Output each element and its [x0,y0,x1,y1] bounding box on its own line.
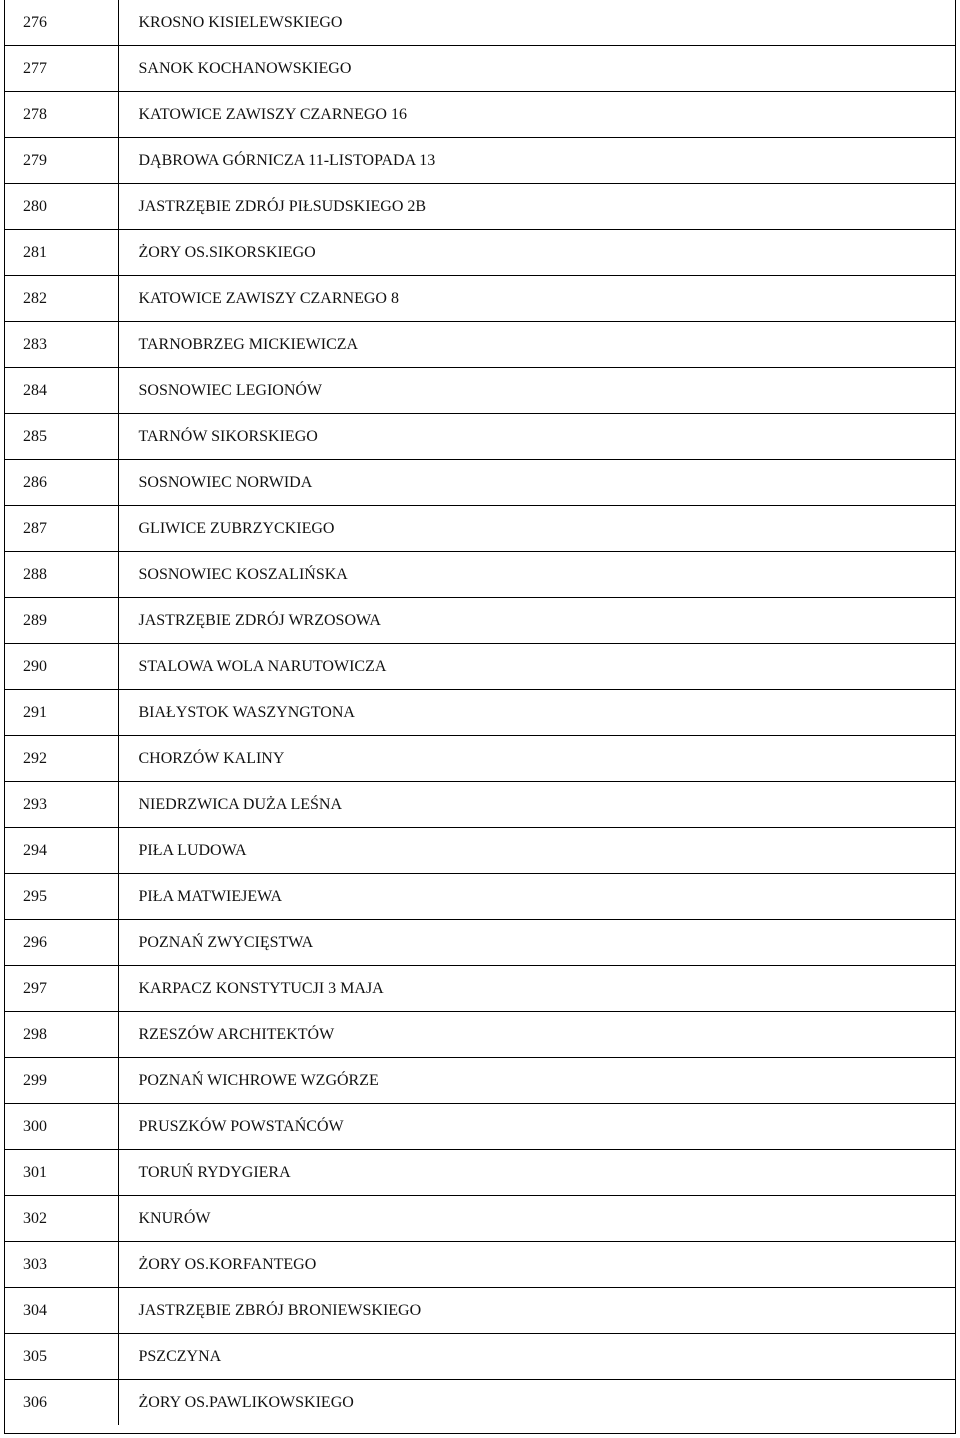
location-name: PIŁA LUDOWA [118,828,955,874]
location-name: JASTRZĘBIE ZDRÓJ WRZOSOWA [118,598,955,644]
table-row [5,230,955,276]
table-row [5,1288,955,1334]
table-row [5,1104,955,1150]
table-row [5,690,955,736]
location-name: CHORZÓW KALINY [118,736,955,782]
location-name: DĄBROWA GÓRNICZA 11-LISTOPADA 13 [118,138,955,184]
location-name: POZNAŃ WICHROWE WZGÓRZE [118,1058,955,1104]
table-row [5,506,955,552]
location-name: SOSNOWIEC KOSZALIŃSKA [118,552,955,598]
row-number: 278 [5,92,118,138]
location-name: RZESZÓW ARCHITEKTÓW [118,1012,955,1058]
table-row [5,966,955,1012]
row-number: 290 [5,644,118,690]
table-row [5,874,955,920]
location-name: TARNÓW SIKORSKIEGO [118,414,955,460]
row-number: 305 [5,1334,118,1380]
location-name: TARNOBRZEG MICKIEWICZA [118,322,955,368]
location-name: PRUSZKÓW POWSTAŃCÓW [118,1104,955,1150]
location-table [5,0,955,1425]
row-number: 287 [5,506,118,552]
row-number: 284 [5,368,118,414]
row-number: 279 [5,138,118,184]
location-name: JASTRZĘBIE ZDRÓJ PIŁSUDSKIEGO 2B [118,184,955,230]
location-name: PIŁA MATWIEJEWA [118,874,955,920]
table-row [5,138,955,184]
table-row [5,276,955,322]
location-name: KATOWICE ZAWISZY CZARNEGO 8 [118,276,955,322]
row-number: 303 [5,1242,118,1288]
location-name: KROSNO KISIELEWSKIEGO [118,0,955,46]
location-name: PSZCZYNA [118,1334,955,1380]
table-row [5,46,955,92]
table-row [5,1012,955,1058]
table-row [5,1242,955,1288]
location-name: POZNAŃ ZWYCIĘSTWA [118,920,955,966]
table-row [5,368,955,414]
location-name: JASTRZĘBIE ZBRÓJ BRONIEWSKIEGO [118,1288,955,1334]
location-name: SOSNOWIEC NORWIDA [118,460,955,506]
location-name: KATOWICE ZAWISZY CZARNEGO 16 [118,92,955,138]
table-row [5,322,955,368]
table-body [5,0,955,1425]
location-name: ŻORY OS.SIKORSKIEGO [118,230,955,276]
row-number: 277 [5,46,118,92]
row-number: 288 [5,552,118,598]
table-row [5,644,955,690]
location-name: TORUŃ RYDYGIERA [118,1150,955,1196]
location-name: NIEDRZWICA DUŻA LEŚNA [118,782,955,828]
location-name: ŻORY OS.PAWLIKOWSKIEGO [138,1393,354,1411]
table-row [5,1058,955,1104]
row-number: 300 [5,1104,118,1150]
table-row [5,460,955,506]
row-number: 299 [5,1058,118,1104]
table-row [5,552,955,598]
table-row [5,828,955,874]
row-number: 289 [5,598,118,644]
table-row [5,414,955,460]
row-number: 296 [5,920,118,966]
table-row [5,598,955,644]
table-row [5,1150,955,1196]
row-number: 297 [5,966,118,1012]
row-number: 291 [5,690,118,736]
table-row [5,184,955,230]
row-number: 292 [5,736,118,782]
row-number: 306 [5,1380,118,1426]
row-number: 295 [5,874,118,920]
table-row [5,1334,955,1380]
table-row [5,92,955,138]
document-page [4,0,956,1434]
row-number: 283 [5,322,118,368]
row-number: 294 [5,828,118,874]
table-row [5,0,955,46]
table-row [5,736,955,782]
location-name: ŻORY OS.KORFANTEGO [118,1242,955,1288]
location-name: GLIWICE ZUBRZYCKIEGO [118,506,955,552]
row-number: 280 [5,184,118,230]
table-row [5,782,955,828]
table-row [5,920,955,966]
row-number: 276 [5,0,118,46]
table-row [5,1196,955,1242]
row-number: 302 [5,1196,118,1242]
row-number: 301 [5,1150,118,1196]
row-number: 286 [5,460,118,506]
location-name: BIAŁYSTOK WASZYNGTONA [118,690,955,736]
row-number: 285 [5,414,118,460]
location-name: STALOWA WOLA NARUTOWICZA [118,644,955,690]
location-name: SANOK KOCHANOWSKIEGO [118,46,955,92]
table-row [5,1380,955,1426]
location-name: SOSNOWIEC LEGIONÓW [118,368,955,414]
row-number: 304 [5,1288,118,1334]
row-number: 298 [5,1012,118,1058]
location-name: KNURÓW [118,1196,955,1242]
row-number: 293 [5,782,118,828]
location-name: KARPACZ KONSTYTUCJI 3 MAJA [118,966,955,1012]
row-number: 282 [5,276,118,322]
row-number: 281 [5,230,118,276]
